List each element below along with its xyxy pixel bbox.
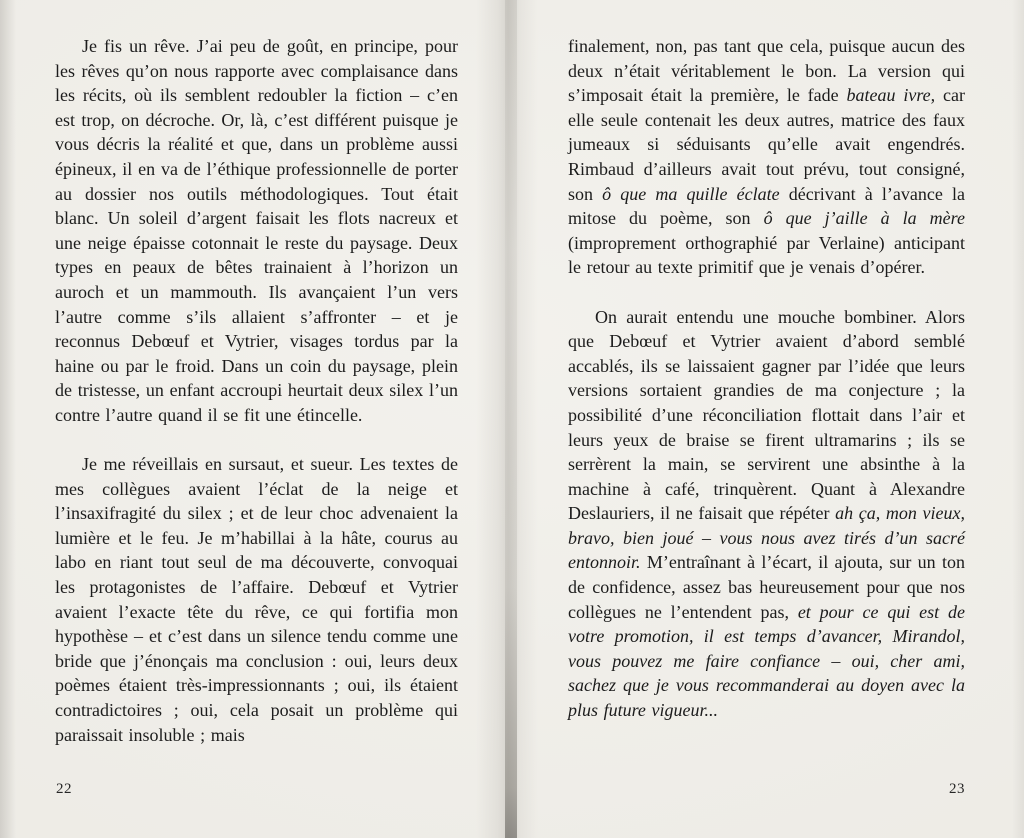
italic-text-run: bateau ivre, xyxy=(846,85,936,106)
book-gutter-shadow xyxy=(476,0,538,838)
right-page-edge-shadow xyxy=(1012,0,1024,838)
right-page-number: 23 xyxy=(949,781,965,797)
paragraph xyxy=(55,34,458,428)
text-run: décrivant à l’avance la mitose du poème, son xyxy=(568,183,965,229)
paragraph xyxy=(55,452,458,747)
text-run: finalement, non, pas tant que cela, puisque aucun des deux n’était véritablement le bon. La version qui s’imposait était la première, le fade xyxy=(568,36,965,106)
text-run: On aurait entendu une mouche bombiner. Alors que Debœuf et Vytrier avaient d’abord semblé accablés, ils se laissaient gagner par l’idée que leurs versions sortaient grandies de ma conjecture ; la possibilité d’une réconciliation flottait dans l’air et leurs yeux de braise se firent ultramarins ; ils se serrèrent la main, se servirent une absinthe à la machine à café, trinquèrent. Quant à Alexandre Deslauriers, il ne faisait que répéter xyxy=(568,306,965,524)
right-page-text xyxy=(568,34,965,723)
italic-text-run: et pour ce qui est de votre promotion, il est temps d’avancer, Mirandol, vous pouvez me faire confiance – oui, cher ami, sachez que je vous recommanderai au doyen avec la plus future vigueur... xyxy=(568,601,965,721)
text-run: Je me réveillais en sursaut, et sueur. Les textes de mes collègues avaient l’éclat de la neige et l’insaxifragité du silex ; et de leur choc advenaient la lumière et le feu. Je m’habillai à la hâte, courus au labo en riant tout seul de ma découverte, convoquai les protagonistes de l’affaire. Debœuf et Vytrier avaient l’exacte tête du rêve, ce qui fortifia mon hypothèse – et c’est dans un silence tendu comme une bride que j’énonçais ma conclusion : oui, leurs deux poèmes étaient très-impressionnants ; oui, ils étaient contradictoires ; oui, cela posait un problème qui paraissait insoluble ; mais xyxy=(55,454,458,745)
italic-text-run: ô que j’aille à la mère xyxy=(763,208,965,229)
left-page-text xyxy=(55,34,458,747)
text-run: M’entraînant à l’écart, il ajouta, sur un ton de confidence, assez bas heureusement pour que nos collègues ne l’entendent pas, xyxy=(568,552,965,622)
text-run: (improprement orthographié par Verlaine) anticipant le retour au texte primitif que je venais d’opérer. xyxy=(568,232,965,278)
text-run: car elle seule contenait les deux autres, matrice des faux jumeaux si séduisants qu’elle avait engendrés. Rimbaud d’ailleurs avait tout prévu, tout consigné, son xyxy=(568,85,965,204)
text-run: Je fis un rêve. J’ai peu de goût, en principe, pour les rêves qu’on nous rapporte avec complaisance dans les récits, où ils semblent redoubler la fiction – c’en est trop, on décroche. Or, là, c’est différent puisque je vous décris la réalité et que, dans un problème aussi épineux, il en va de l’éthique professionnelle de porter au dossier nos outils méthodologiques. Tout était blanc. Un soleil d’argent faisait les flots nacreux et une neige épaisse cotonnait le reste du paysage. Deux types en peaux de bêtes trainaient à l’horizon un auroch et un mammouth. Ils avançaient l’un vers l’autre comme s’ils allaient s’affronter – et je reconnus Debœuf et Vytrier, visages tordus par la haine ou par le froid. Dans un coin du paysage, plein de tristesse, un enfant accroupi heurtait deux silex l’un contre l’autre quand il se fit une étincelle. xyxy=(55,36,458,425)
italic-text-run: ah ça, mon vieux, bravo, bien joué – vous nous avez tirés d’un sacré entonnoir. xyxy=(568,503,965,573)
left-page-edge-shadow xyxy=(0,0,16,838)
paragraph xyxy=(568,34,965,280)
paragraph xyxy=(568,305,965,723)
left-page-number: 22 xyxy=(56,781,72,797)
italic-text-run: ô que ma quille éclate xyxy=(602,183,780,204)
